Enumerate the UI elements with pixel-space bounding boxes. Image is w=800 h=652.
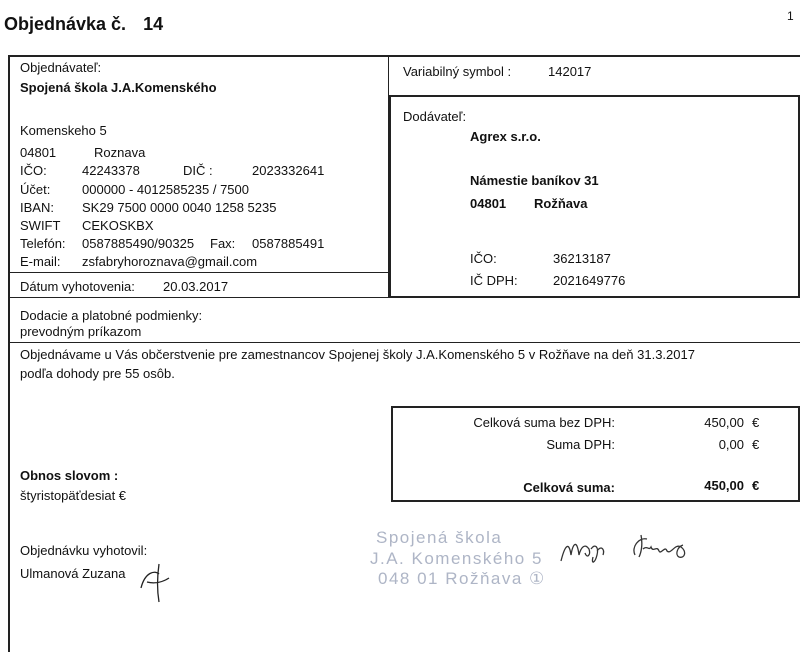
orderer-account-label: Účet: [20,182,51,197]
variable-symbol-value: 142017 [548,64,592,79]
page-number: 1 [787,9,794,23]
orderer-ico: 42243378 [82,163,140,178]
in-words-value: štyristopäťdesiat € [20,488,127,503]
issue-date-label: Dátum vyhotovenia: [20,279,135,294]
document-title [4,14,163,35]
supplier-name: Agrex s.r.o. [470,129,541,144]
orderer-iban-label: IBAN: [20,200,54,215]
orderer-fax-label: Fax: [210,236,236,251]
orderer-ico-label: IČO: [20,163,47,178]
supplier-zip: 04801 [470,196,507,211]
order-text-line2: podľa dohody pre 55 osôb. [20,366,175,381]
supplier-ico: 36213187 [553,251,611,266]
orderer-zip: 04801 [20,145,57,160]
document-title-label: Objednávka č. [4,14,127,34]
supplier-box [389,95,800,298]
supplier-label: Dodávateľ: [403,109,467,124]
orderer-label: Objednávateľ: [20,60,102,75]
variable-symbol-label: Variabilný symbol : [403,64,512,79]
orderer-phone-label: Telefón: [20,236,66,251]
net-total-label: Celková suma bez DPH: [473,415,615,430]
supplier-icdph-label: IČ DPH: [470,273,518,288]
stamp-line2: J.A. Komenského 5 [370,549,543,568]
issuer-signature [135,560,180,605]
orderer-dic-label: DIČ : [183,163,213,178]
issuer-label: Objednávku vyhotovil: [20,543,148,558]
supplier-icdph: 2021649776 [553,273,626,288]
orderer-account: 000000 - 4012585235 / 7500 [82,182,249,197]
orderer-name: Spojená škola J.A.Komenského [20,80,217,95]
orderer-iban: SK29 7500 0000 0040 1258 5235 [82,200,277,215]
terms-value: prevodným príkazom [20,324,142,339]
supplier-street: Námestie baníkov 31 [470,173,599,188]
vat-total-currency: € [752,437,760,452]
grand-total-currency: € [752,478,760,493]
orderer-swift-label: SWIFT [20,218,61,233]
orderer-fax: 0587885491 [252,236,325,251]
net-total-currency: € [752,415,760,430]
issuer-name: Ulmanová Zuzana [20,566,126,581]
order-text-top-line [8,342,800,343]
terms-label: Dodacie a platobné podmienky: [20,308,203,323]
orderer-street: Komenskeho 5 [20,123,107,138]
orderer-city: Roznava [94,145,146,160]
grand-total-label: Celková suma: [523,480,615,495]
vat-total-label: Suma DPH: [546,437,615,452]
vat-total-value: 0,00 [718,437,744,452]
order-number: 14 [143,14,164,34]
frame-top-line [8,55,800,57]
issue-date: 20.03.2017 [163,279,229,294]
order-text-line1: Objednávame u Vás občerstvenie pre zamestnancov Spojenej školy J.A.Komenského 5 v Rožňave na deň 31.3.2017 [20,347,695,362]
orderer-swift: CEKOSKBX [82,218,154,233]
approver-signature [555,525,715,575]
orderer-email: zsfabryhoroznava@gmail.com [82,254,258,269]
orderer-email-label: E-mail: [20,254,61,269]
stamp-line3: 048 01 Rožňava ① [378,569,546,588]
date-divider-line [8,272,389,273]
net-total-value: 450,00 [704,415,744,430]
frame-left-line [8,55,10,652]
grand-total-value: 450,00 [704,478,744,493]
in-words-label: Obnos slovom : [20,468,119,483]
orderer-phone: 0587885490/90325 [82,236,195,251]
stamp-line1: Spojená škola [376,528,503,547]
orderer-dic: 2023332641 [252,163,325,178]
supplier-city: Rožňava [534,196,588,211]
supplier-ico-label: IČO: [470,251,497,266]
